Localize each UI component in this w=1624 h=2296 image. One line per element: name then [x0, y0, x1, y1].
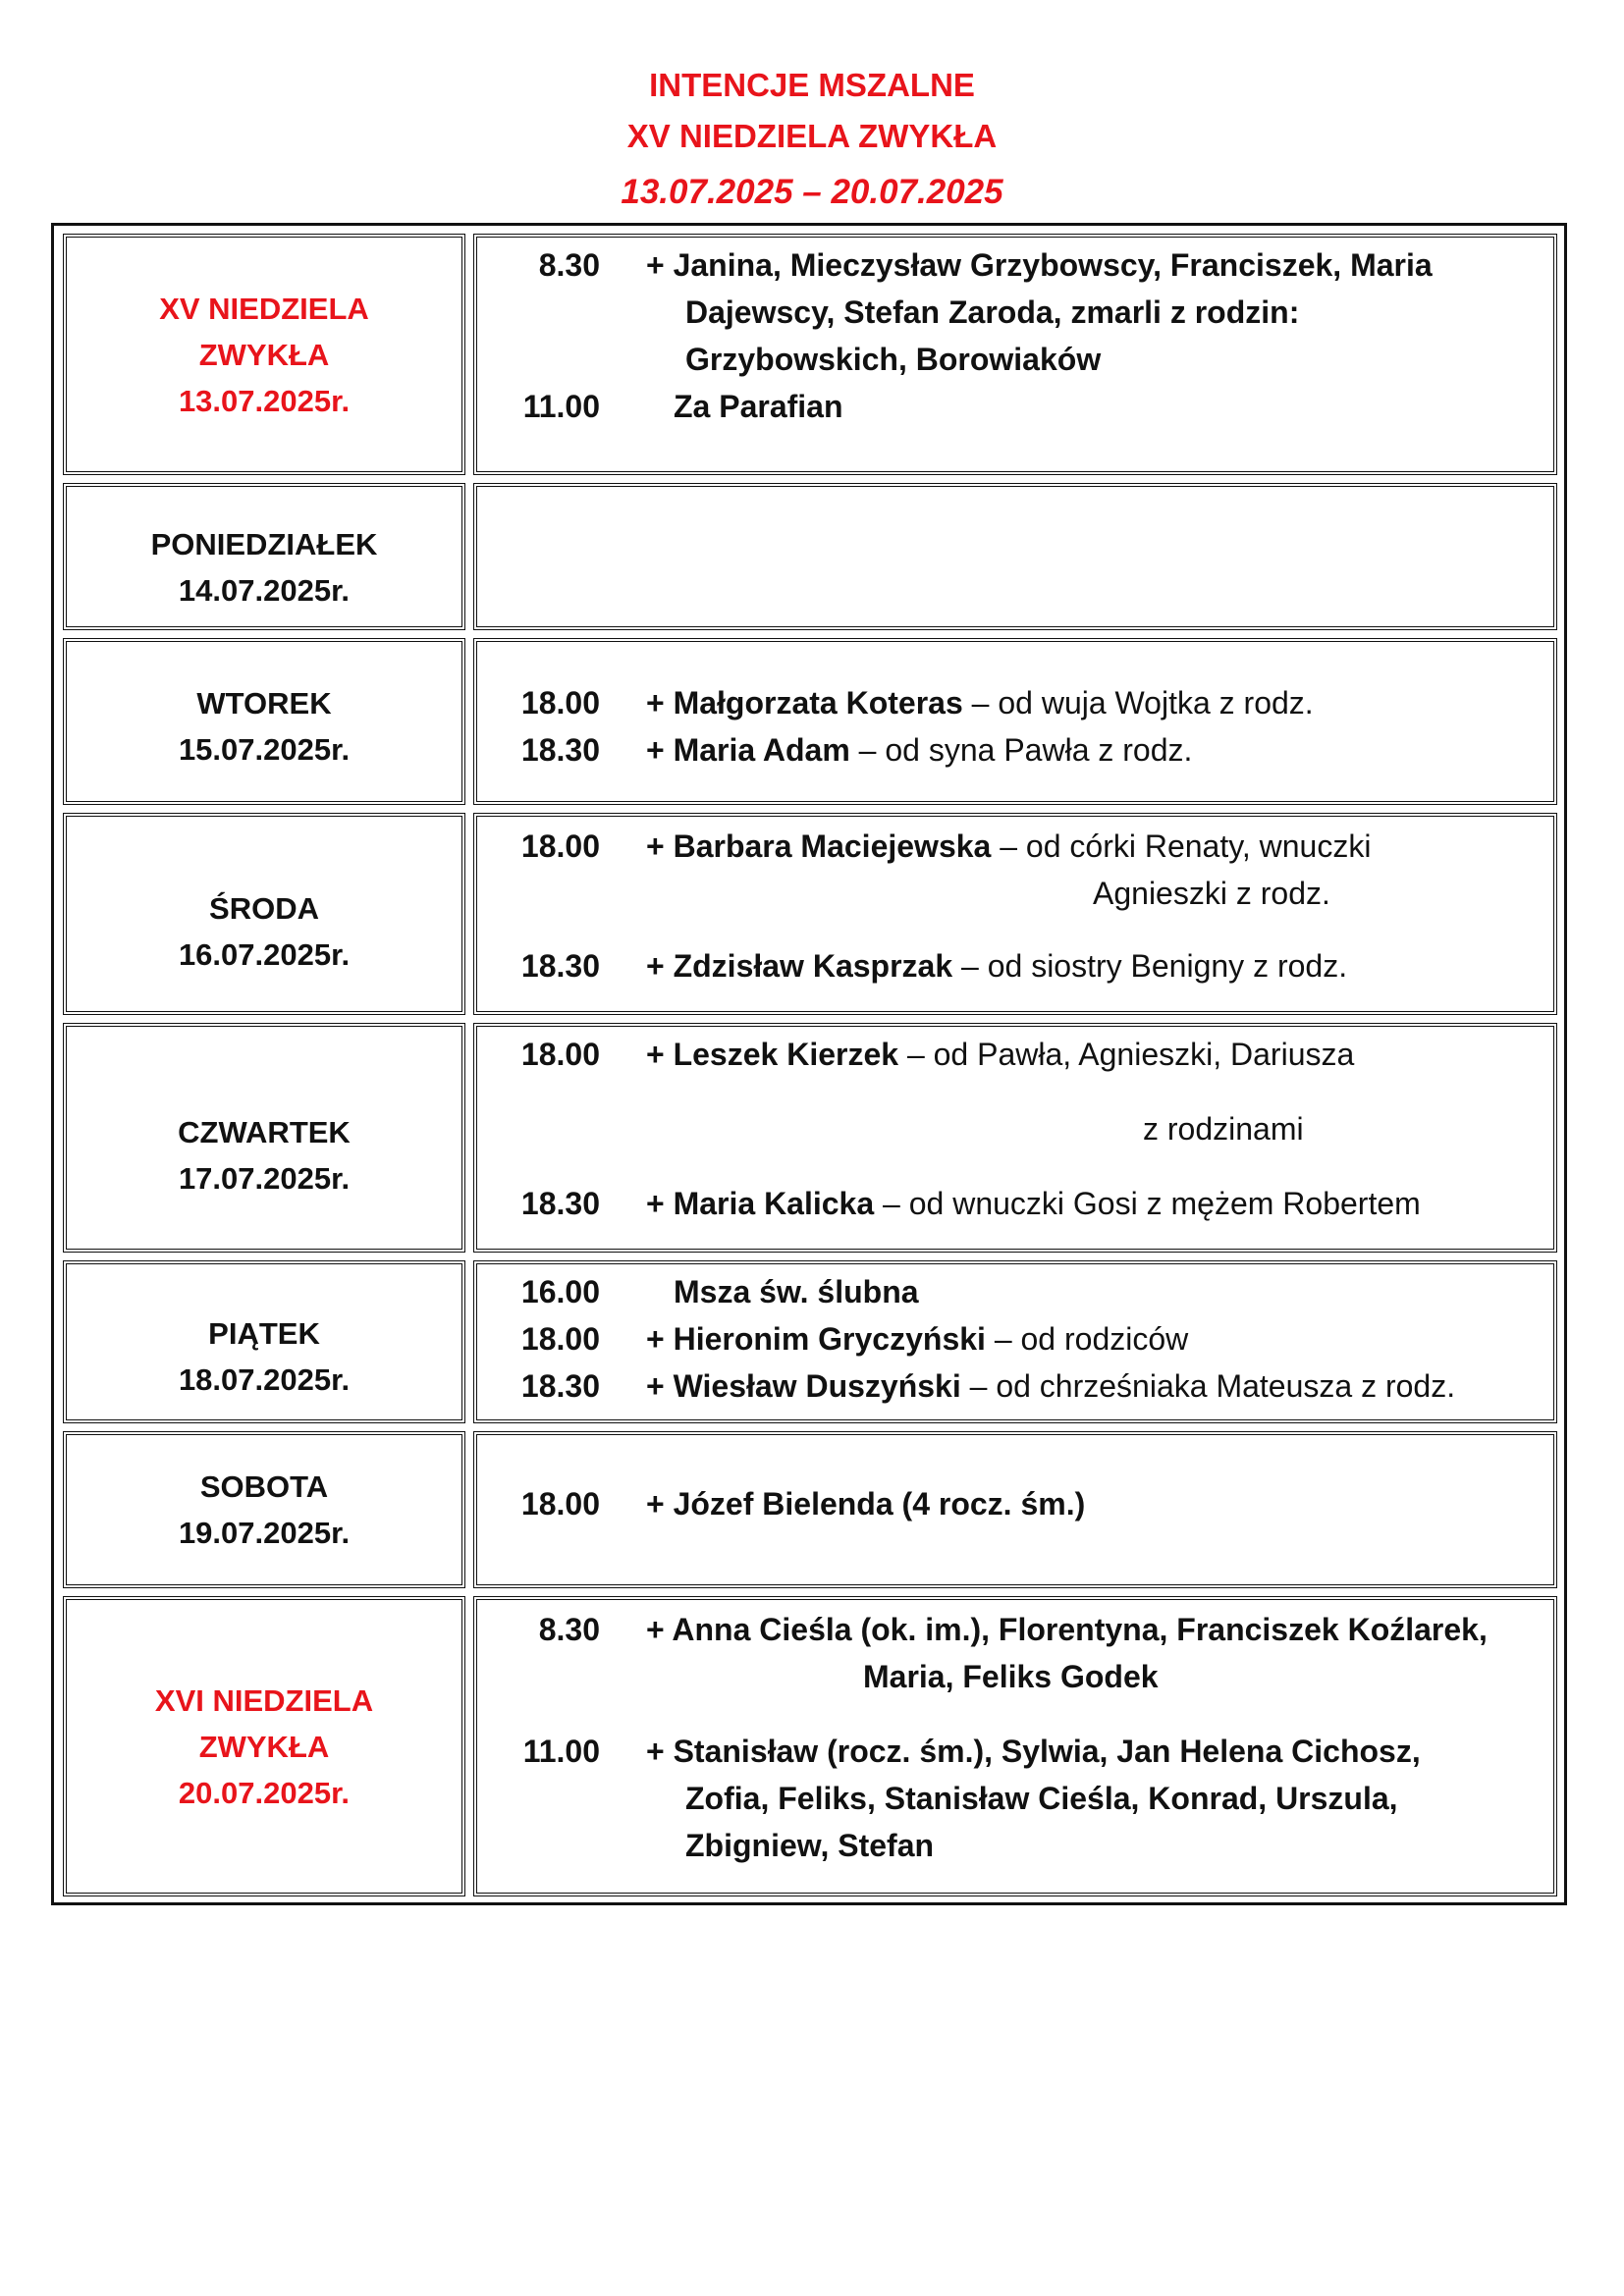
intention-text: + Janina, Mieczysław Grzybowscy, Franciszek, Maria [646, 247, 1433, 283]
intention-text: Msza św. ślubna [674, 1274, 919, 1309]
day-date: 17.07.2025r. [178, 1161, 351, 1196]
day-name: SOBOTA [199, 1469, 329, 1504]
intention-text: + Józef Bielenda (4 rocz. śm.) [646, 1486, 1086, 1522]
day-date: 15.07.2025r. [178, 732, 351, 767]
day-name: PONIEDZIAŁEK [150, 527, 378, 561]
intention-text: + Wiesław Duszyński – od chrześniaka Mateusza z rodz. [646, 1368, 1456, 1404]
mass-time: 18.30 [520, 948, 600, 984]
intention-text: + Maria Kalicka – od wnuczki Gosi z mężem Robertem [646, 1186, 1421, 1221]
day-date: 20.07.2025r. [178, 1775, 351, 1810]
day-name: WTOREK [196, 686, 332, 721]
mass-time: 18.00 [520, 685, 600, 721]
mass-time: 18.00 [520, 1037, 600, 1072]
intention-text: z rodzinami [1143, 1111, 1304, 1147]
day-cell-monday [63, 483, 465, 630]
intentions-cell-saturday [473, 1431, 1557, 1588]
intention-text: Maria, Feliks Godek [863, 1659, 1159, 1694]
document-subtitle: XV NIEDZIELA ZWYKŁA [626, 118, 998, 154]
mass-time: 16.00 [520, 1274, 600, 1309]
mass-time: 18.00 [520, 1486, 600, 1522]
intentions-cell-thursday [473, 1023, 1557, 1253]
day-date: 14.07.2025r. [178, 573, 351, 608]
mass-time: 8.30 [538, 1612, 600, 1647]
intention-text: + Barbara Maciejewska – od córki Renaty, wnuczki [646, 828, 1372, 864]
intention-text: Za Parafian [674, 389, 843, 424]
intention-text: Dajewscy, Stefan Zaroda, zmarli z rodzin: [685, 294, 1300, 330]
intentions-cell-tuesday [473, 638, 1557, 805]
mass-time: 18.30 [520, 732, 600, 768]
mass-time: 11.00 [522, 1734, 600, 1769]
intentions-cell-friday [473, 1260, 1557, 1423]
intention-text: + Małgorzata Koteras – od wuja Wojtka z rodz. [646, 685, 1314, 721]
intention-text: + Stanisław (rocz. śm.), Sylwia, Jan Helena Cichosz, [646, 1734, 1421, 1769]
intention-text: Grzybowskich, Borowiaków [685, 342, 1102, 377]
intentions-cell-wednesday [473, 813, 1557, 1015]
day-name: ZWYKŁA [198, 1729, 330, 1764]
day-name: XV NIEDZIELA [159, 291, 369, 326]
mass-time: 18.30 [520, 1368, 600, 1404]
day-date: 13.07.2025r. [178, 383, 351, 418]
mass-time: 18.30 [520, 1186, 600, 1221]
intentions-cell-sunday-20 [473, 1596, 1557, 1896]
intention-text: + Anna Cieśla (ok. im.), Florentyna, Franciszek Koźlarek, [646, 1612, 1488, 1647]
intention-text: Agnieszki z rodz. [1093, 876, 1330, 911]
intention-text: Zbigniew, Stefan [685, 1828, 935, 1863]
intentions-cell-sunday-13 [473, 234, 1557, 475]
day-name: ZWYKŁA [198, 337, 330, 372]
day-date: 16.07.2025r. [178, 937, 351, 972]
day-name: CZWARTEK [178, 1115, 351, 1149]
intention-text: + Hieronim Gryczyński – od rodziców [646, 1321, 1189, 1357]
intention-text: + Leszek Kierzek – od Pawła, Agnieszki, Dariusza [646, 1037, 1355, 1072]
intention-text: + Zdzisław Kasprzak – od siostry Benigny z rodz. [646, 948, 1348, 984]
day-name: ŚRODA [209, 891, 319, 926]
intentions-cell-monday [473, 483, 1557, 630]
date-range: 13.07.2025 – 20.07.2025 [621, 173, 1003, 211]
mass-time: 18.00 [520, 828, 600, 864]
day-cell-tuesday [63, 638, 465, 805]
document-title: INTENCJE MSZALNE [649, 67, 975, 103]
day-cell-wednesday [63, 813, 465, 1015]
intention-text: + Maria Adam – od syna Pawła z rodz. [646, 732, 1193, 768]
day-cell-thursday [63, 1023, 465, 1253]
mass-time: 11.00 [522, 389, 600, 424]
mass-time: 18.00 [520, 1321, 600, 1357]
day-date: 19.07.2025r. [178, 1516, 351, 1550]
day-cell-friday [63, 1260, 465, 1423]
intention-text: Zofia, Feliks, Stanisław Cieśla, Konrad, Urszula, [685, 1781, 1398, 1816]
day-cell-saturday [63, 1431, 465, 1588]
day-name: XVI NIEDZIELA [154, 1682, 374, 1718]
mass-time: 8.30 [538, 247, 600, 283]
day-date: 18.07.2025r. [178, 1362, 351, 1397]
day-cell-sunday-20 [63, 1596, 465, 1896]
day-name: PIĄTEK [208, 1316, 320, 1351]
day-cell-sunday-13 [63, 234, 465, 475]
